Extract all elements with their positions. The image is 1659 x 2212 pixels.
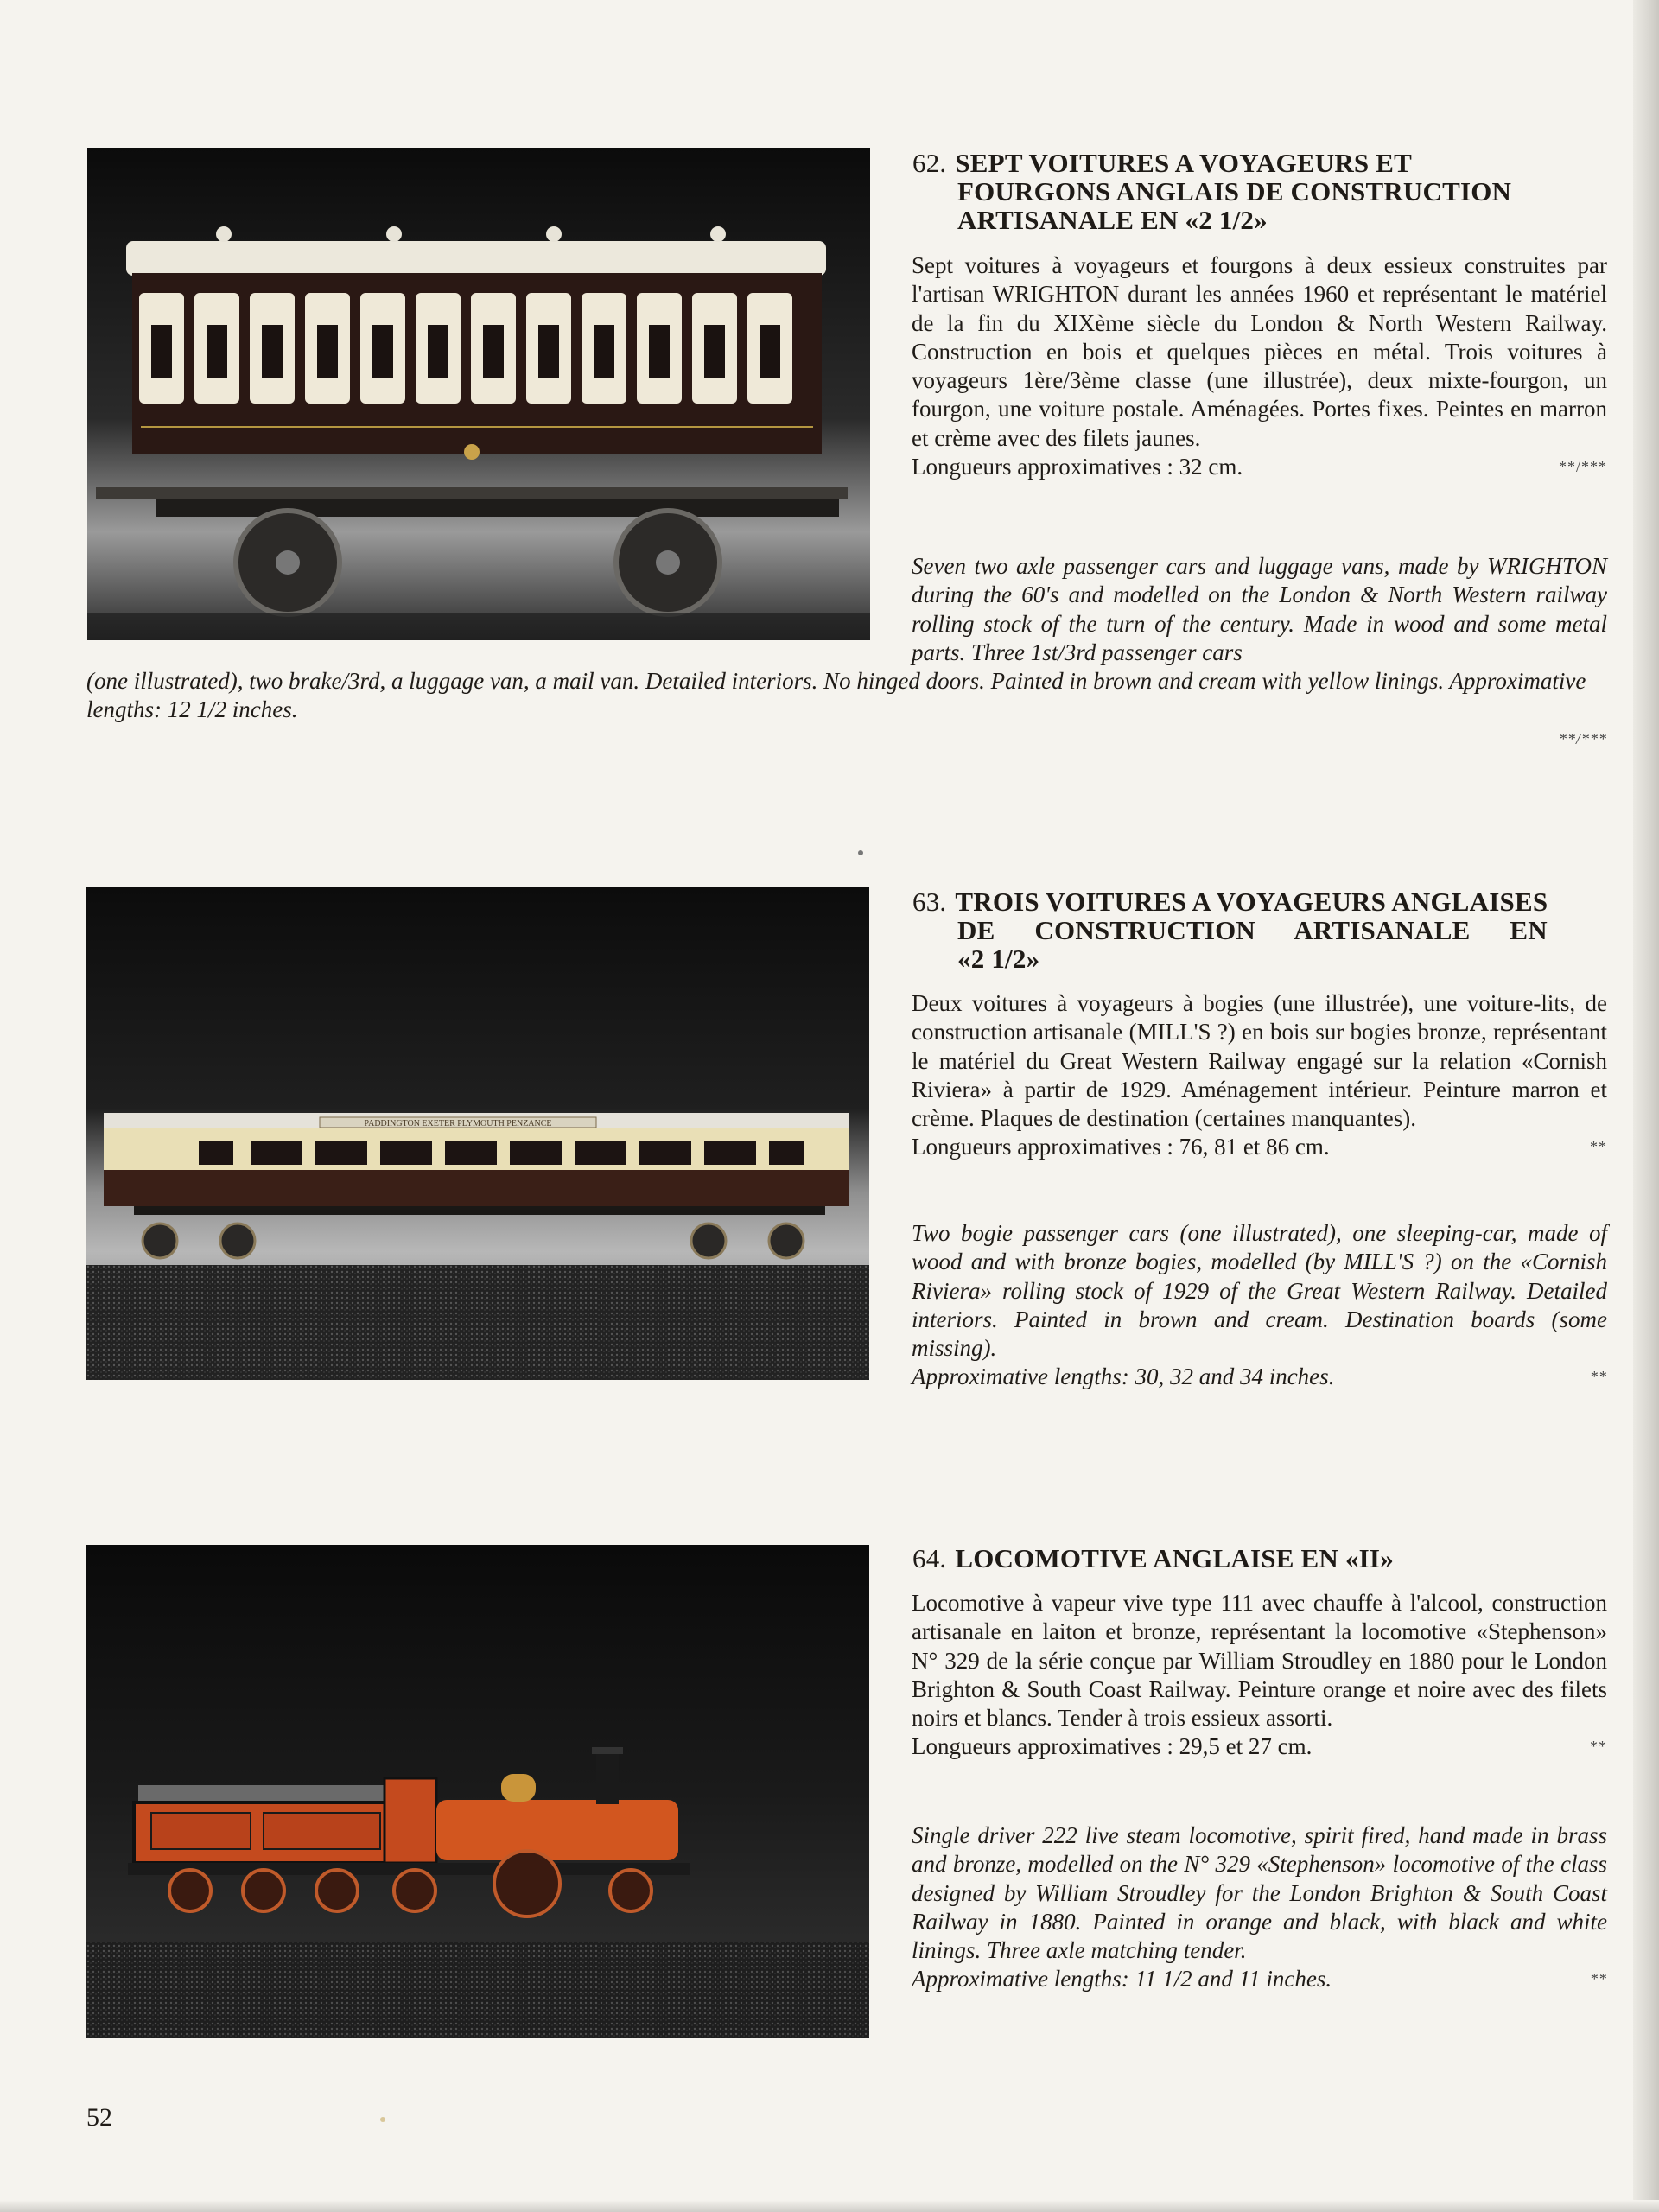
page-edge: [1633, 0, 1659, 2212]
lot-64-english-description: [912, 1821, 1607, 1994]
lot-64-number: 64.: [912, 1543, 947, 1573]
lot-63-french-stars: **: [1590, 1138, 1607, 1156]
lot-63-french-description: [912, 989, 1607, 1162]
lot-63-french-length-row: [912, 1133, 1607, 1161]
lot-62-french-length-row: [912, 453, 1607, 481]
page-number: 52: [86, 2103, 112, 2132]
lot-63-title: [912, 887, 1609, 973]
lot-64-french-length: Longueurs approximatives : 29,5 et 27 cm.: [912, 1733, 1313, 1760]
lot-64-english-length: Approximative lengths: 11 1/2 and 11 inches.: [912, 1966, 1332, 1993]
lot-62-number: 62.: [912, 148, 947, 178]
lot-63-title-line-1: TROIS VOITURES A VOYAGEURS ANGLAISES: [955, 887, 1548, 917]
page-bottom-shadow: [0, 2200, 1659, 2212]
lot-63-english-length-row: [912, 1363, 1607, 1391]
lot-63-french-length: Longueurs approximatives : 76, 81 et 86 cm.: [912, 1134, 1330, 1160]
lot-62-english-description: [912, 552, 1607, 667]
lot-62-english-wide-block: [86, 667, 1607, 753]
lot-62-english-text-right: Seven two axle passenger cars and luggage vans, made by WRIGHTON during the 60's and modelled on the London & North Western railway rolling stock of the turn of the century. Made in wood and some metal parts. Three 1st/3rd passenger cars: [912, 553, 1607, 665]
lot-62-photo: [87, 148, 870, 640]
lot-63-title-line-2: DE CONSTRUCTION ARTISANALE EN: [957, 915, 1548, 945]
lot-62-french-text: Sept voitures à voyageurs et fourgons à deux essieux construites par l'artisan WRIGHTON durant les années 1960 et représentant le matériel de la fin du XIXème siècle du London & North Western Railway. Construction en bois et quelques pièces en métal. Trois voitures à voyageurs 1ère/3ème classe (une illustrée), deux mixte-fourgon, un fourgon, une voiture postale. Aménagées. Portes fixes. Peintes en marron et crème avec des filets jaunes.: [912, 252, 1607, 451]
lot-62-title-line-3: ARTISANALE EN «2 1/2»: [957, 205, 1268, 235]
svg-text:PADDINGTON EXETER PLYMOUTH PEN: PADDINGTON EXETER PLYMOUTH PENZANCE: [364, 1119, 552, 1128]
stephenson-locomotive-image: [86, 1545, 869, 2038]
lot-62-title-line-1: SEPT VOITURES A VOYAGEURS ET: [955, 148, 1413, 178]
lot-64-french-stars: **: [1590, 1738, 1607, 1756]
lot-64-photo: [86, 1545, 869, 2038]
lot-62-french-stars: **/***: [1558, 458, 1607, 476]
lot-64-english-stars: **: [1590, 1970, 1607, 1988]
lot-64-english-text: Single driver 222 live steam locomotive, spirit fired, hand made in brass and bronze, modelled on the N° 329 «Stephenson» locomotive of the class designed by William Stroudley for the London Brighton & South Coast Railway in 1880. Painted in orange and black, with black and white linings. Three axle matching tender.: [912, 1822, 1607, 1964]
lot-62-english-stars: **/***: [1558, 729, 1607, 747]
lot-64-french-length-row: [912, 1732, 1607, 1761]
lot-62-title: [912, 149, 1604, 234]
lot-62-title-line-2: FOURGONS ANGLAIS DE CONSTRUCTION: [957, 176, 1512, 207]
lot-62-english-stars-row: [86, 725, 1607, 753]
lot-62-english-text-wide: (one illustrated), two brake/3rd, a luggage van, a mail van. Detailed interiors. No hinged doors. Painted in brown and cream with yellow linings. Approximative lengths: 12 1/2 inches.: [86, 668, 1586, 723]
gwr-coach-image: [86, 887, 869, 1380]
lot-64-title-line-1: LOCOMOTIVE ANGLAISE EN «II»: [955, 1543, 1394, 1573]
wrighton-coach-image: [87, 148, 870, 640]
lot-64-title: [912, 1544, 1609, 1573]
lot-63-title-line-3: «2 1/2»: [957, 944, 1040, 974]
lot-63-english-length: Approximative lengths: 30, 32 and 34 inches.: [912, 1363, 1335, 1390]
lot-63-french-text: Deux voitures à voyageurs à bogies (une illustrée), une voiture-lits, de construction artisanale (MILL'S ?) en bois sur bogies bronze, représentant le matériel du Great Western Railway engagé sur la relation «Cornish Riviera» à partir de 1929. Aménagement intérieur. Peinture marron et crème. Plaques de destination (certaines manquantes).: [912, 990, 1607, 1132]
lot-63-number: 63.: [912, 887, 947, 917]
lot-64-french-text: Locomotive à vapeur vive type 111 avec chauffe à l'alcool, construction artisanale en laiton et bronze, représentant la locomotive «Stephenson» N° 329 de la série conçue par William Stroudley en 1880 pour le London Brighton & South Coast Railway. Peinture orange et noire avec des filets noirs et blancs. Tender à trois essieux assorti.: [912, 1590, 1607, 1732]
lot-63-english-description: [912, 1219, 1607, 1392]
lot-62-french-length: Longueurs approximatives : 32 cm.: [912, 454, 1243, 480]
lot-64-english-length-row: [912, 1965, 1607, 1993]
lot-64-french-description: [912, 1589, 1607, 1762]
lot-63-photo: [86, 887, 869, 1380]
lot-63-english-stars: **: [1590, 1368, 1607, 1386]
decorative-dot: [380, 2117, 385, 2122]
lot-62-french-description: [912, 251, 1607, 481]
lot-63-english-text: Two bogie passenger cars (one illustrated), one sleeping-car, made of wood and with bronze bogies, modelled (by MILL'S ?) on the «Cornish Riviera» rolling stock of 1929 of the Great Western Railway. Detailed interiors. Painted in brown and cream. Destination boards (some missing).: [912, 1220, 1607, 1362]
decorative-dot: [858, 850, 863, 855]
